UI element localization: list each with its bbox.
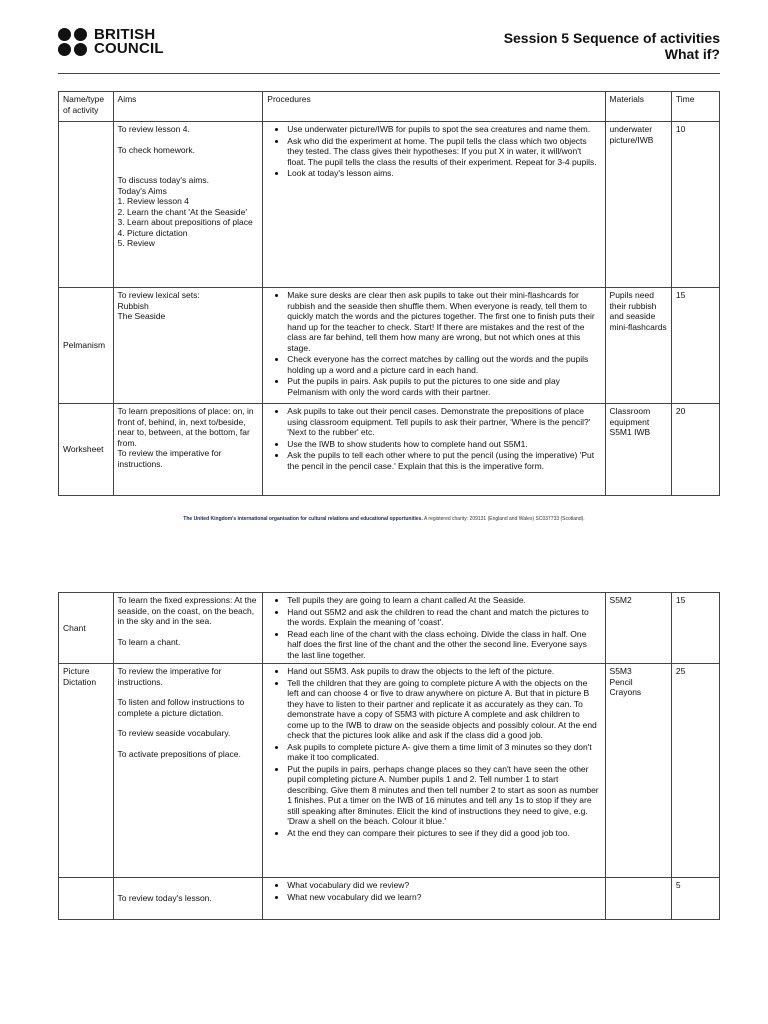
activity-name: Pelmanism <box>59 288 114 404</box>
activity-procedures: • What vocabulary did we review? • What new vocabulary did we learn? <box>263 878 605 920</box>
british-council-logo <box>58 28 164 56</box>
activity-time: 15 <box>671 288 719 404</box>
header-name: Name/type of activity <box>59 92 114 122</box>
activity-materials: S5M2 <box>605 593 671 664</box>
activity-materials: S5M3 Pencil Crayons <box>605 664 671 878</box>
footer-rest: A registered charity: 209131 (England and Wales) SC037733 (Scotland). <box>422 516 585 522</box>
activity-materials: underwater picture/IWB <box>605 122 671 288</box>
table-row <box>59 288 720 404</box>
footer-bold: The United Kingdom's international organisation for cultural relations and educational opportunities. <box>183 516 423 522</box>
activity-time: 10 <box>671 122 719 288</box>
activity-aims: To learn prepositions of place: on, in front of, behind, in, next to/beside, near to, between, at the bottom, far from. To review the imperative for instructions. <box>113 404 263 496</box>
activity-time: 15 <box>671 593 719 664</box>
activity-materials: Pupils need their rubbish and seaside mini-flashcards <box>605 288 671 404</box>
table-header-row <box>59 92 720 122</box>
activity-name: Picture Dictation <box>59 664 114 878</box>
activity-aims: To review today's lesson. <box>113 878 263 920</box>
activity-time: 20 <box>671 404 719 496</box>
header-time: Time <box>671 92 719 122</box>
footer-charity-note <box>0 516 768 522</box>
activity-aims: To review the imperative for instructions. To listen and follow instructions to complete a picture dictation. To review seaside vocabulary. To activate prepositions of place. <box>113 664 263 878</box>
activity-name: Worksheet <box>59 404 114 496</box>
activity-aims: To review lesson 4. To check homework. To discuss today's aims. Today's Aims 1. Review lesson 4 2. Learn the chant 'At the Seaside' 3. Learn about prepositions of place 4. Picture dictation 5. Review <box>113 122 263 288</box>
page-title <box>504 30 720 62</box>
table-row <box>59 878 720 920</box>
activity-procedures: • Hand out S5M3. Ask pupils to draw the objects to the left of the picture. • Tell the children that they are going to complete picture A with the objects on the left and can choose 4 or five to draw anywhere on picture A. But that in picture B they have to listen to their partner and replicate it as accurately as they can. To demonstrate have a copy of S5M3 with picture A complete and ask children to come up to the IWB to draw on the seaside objects and possibly colour. At the end check that the pictures look alike and ask if the class did a good job. • Ask pupils to complete picture A- give them a time limit of 3 minutes so they don't make it too complicated. • Put the pupils in pairs, perhaps change places so they can't have seen the other pupil completing picture A. Number pupils 1 and 2. Tell number 1 to start describing. Give them 8 minutes and then tell number 2 to start as soon as number 1 finishes. Put a timer on the IWB of 16 minutes and tell any 1s to stop if they are still speaking after 8minutes. Elicit the kind of instructions they need to give, e.g. 'Draw a shell on the beach. Colour it blue.' • At the end they can compare their pictures to see if they did a good job too. <box>263 664 605 878</box>
title-line1: Session 5 Sequence of activities <box>503 30 720 46</box>
activities-table-2 <box>58 592 720 920</box>
logo-dots-icon <box>58 28 88 56</box>
header-materials: Materials <box>605 92 671 122</box>
activity-procedures: • Tell pupils they are going to learn a chant called At the Seaside. • Hand out S5M2 and ask the children to read the chant and match the pictures to the words. Explain the meaning of 'coast'. • Read each line of the chant with the class echoing. Divide the class in half. One half does the first line of the chant and the other the second line. Everyone says the last line together. <box>263 593 605 664</box>
table-row <box>59 593 720 664</box>
header-divider <box>58 73 720 74</box>
activity-materials <box>605 878 671 920</box>
activity-time: 25 <box>671 664 719 878</box>
activity-procedures: • Use underwater picture/IWB for pupils to spot the sea creatures and name them. • Ask who did the experiment at home. The pupil tells the class which two objects they tested. The class gives their hypotheses: If you put X in water, it will/won't float. The pupil tells the class the results of their experiment. Repeat for 3-4 pupils. • Look at today's lesson aims. <box>263 122 605 288</box>
activity-name: Chant <box>59 593 114 664</box>
activity-materials: Classroom equipment S5M1 IWB <box>605 404 671 496</box>
header-aims: Aims <box>113 92 263 122</box>
table-row <box>59 664 720 878</box>
activities-table-1 <box>58 91 720 496</box>
activity-name <box>59 122 114 288</box>
logo-line2: COUNCIL <box>94 40 164 57</box>
activity-aims: To review lexical sets: Rubbish The Seaside <box>113 288 263 404</box>
activity-aims: To learn the fixed expressions: At the seaside, on the coast, on the beach, in the sky and in the sea. To learn a chant. <box>113 593 263 664</box>
activity-procedures: • Ask pupils to take out their pencil cases. Demonstrate the prepositions of place using classroom equipment. Tell pupils to ask their partner, 'Where is the pencil?' 'Next to the rubber' etc. • Use the IWB to show students how to complete hand out S5M1. • Ask the pupils to tell each other where to put the pencil (using the imperative) 'Put the pencil in the pencil case.' Explain that this is the imperative form. <box>263 404 605 496</box>
title-line2: What if? <box>664 46 720 62</box>
table-row <box>59 404 720 496</box>
page-header <box>58 28 720 74</box>
table-row <box>59 122 720 288</box>
logo-line1: BRITISH <box>94 26 156 43</box>
activity-time: 5 <box>671 878 719 920</box>
activity-name <box>59 878 114 920</box>
header-procedures: Procedures <box>263 92 605 122</box>
activity-procedures: • Make sure desks are clear then ask pupils to take out their mini-flashcards for rubbish and the seaside then shuffle them. When everyone is ready, tell them to quickly match the words and the pictures together. The first one to finish puts their hand up for the teacher to check. Start! If there are mistakes and the rest of the class are far behind, tell them how many are wrong, but not which ones at this stage. • Check everyone has the correct matches by calling out the words and the pupils holding up a word and a picture card in each hand. • Put the pupils in pairs. Ask pupils to put the pictures to one side and play Pelmanism with only the word cards with their partner. <box>263 288 605 404</box>
